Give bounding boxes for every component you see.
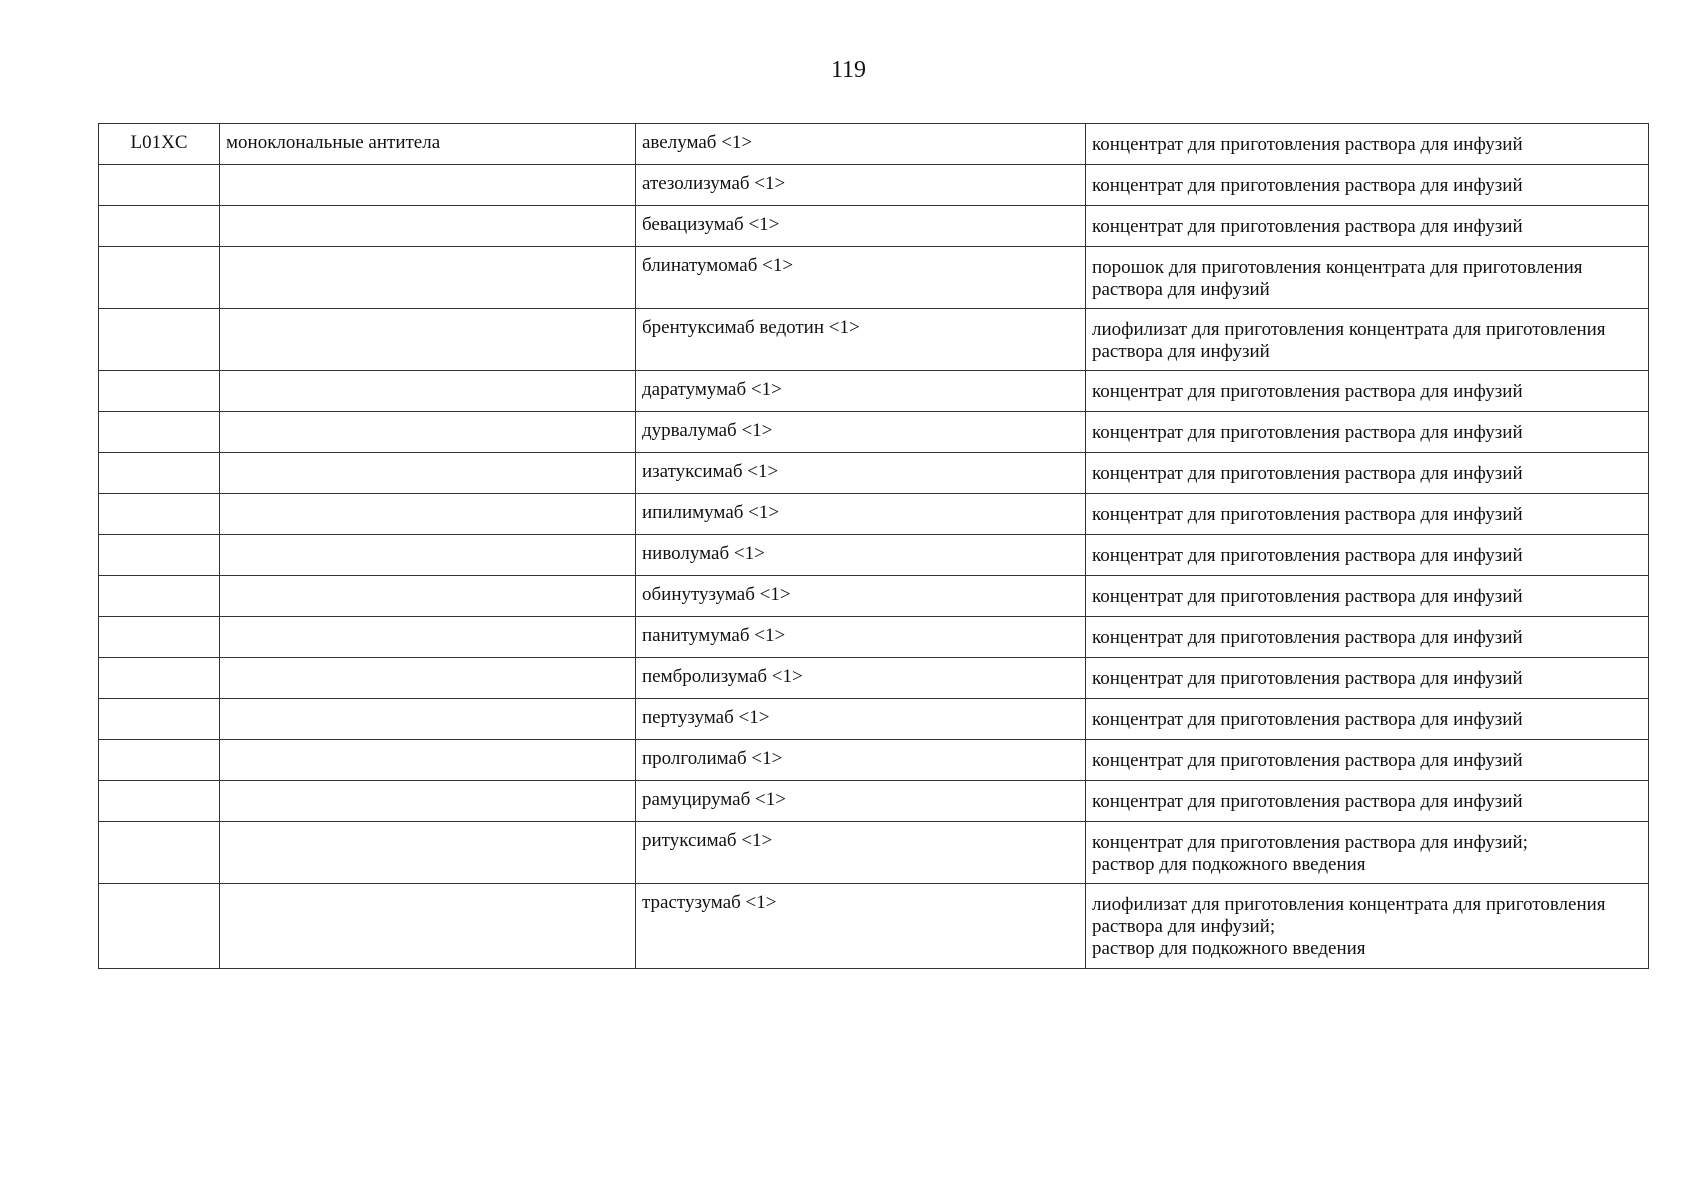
drug-name-cell: атезолизумаб <1> [636, 165, 1086, 206]
atc-code-cell [99, 658, 220, 699]
table-row [99, 165, 1649, 206]
dosage-form-line: концентрат для приготовления раствора для инфузий [1092, 463, 1523, 484]
atc-code-cell [99, 699, 220, 740]
table-body [99, 124, 1649, 969]
atc-code-cell [99, 576, 220, 617]
atc-code-cell [99, 412, 220, 453]
group-name-cell [220, 165, 636, 206]
drug-table [98, 123, 1649, 969]
drug-name-cell: обинутузумаб <1> [636, 576, 1086, 617]
dosage-form-line: концентрат для приготовления раствора для инфузий [1092, 175, 1523, 196]
group-name-cell: моноклональные антитела [220, 124, 636, 165]
group-name-cell [220, 247, 636, 309]
dosage-form-cell [1086, 699, 1649, 740]
atc-code-cell [99, 247, 220, 309]
dosage-form-cell [1086, 124, 1649, 165]
table-row [99, 247, 1649, 309]
drug-name-cell: дурвалумаб <1> [636, 412, 1086, 453]
drug-name-cell: авелумаб <1> [636, 124, 1086, 165]
dosage-form-cell [1086, 165, 1649, 206]
atc-code-cell [99, 884, 220, 969]
atc-code-cell [99, 617, 220, 658]
dosage-form-cell [1086, 617, 1649, 658]
dosage-form-cell [1086, 309, 1649, 371]
table-row [99, 124, 1649, 165]
drug-name-cell: брентуксимаб ведотин <1> [636, 309, 1086, 371]
dosage-form-cell [1086, 658, 1649, 699]
dosage-form-cell [1086, 535, 1649, 576]
table-row [99, 884, 1649, 969]
group-name-cell [220, 371, 636, 412]
dosage-form-line: концентрат для приготовления раствора для инфузий [1092, 668, 1523, 689]
atc-code-cell [99, 165, 220, 206]
drug-name-cell: бевацизумаб <1> [636, 206, 1086, 247]
table-row [99, 781, 1649, 822]
dosage-form-line: концентрат для приготовления раствора для инфузий [1092, 586, 1523, 607]
drug-name-cell: блинатумомаб <1> [636, 247, 1086, 309]
group-name-cell [220, 658, 636, 699]
group-name-cell [220, 781, 636, 822]
drug-name-cell: рамуцирумаб <1> [636, 781, 1086, 822]
dosage-form-cell [1086, 884, 1649, 969]
table-row [99, 822, 1649, 884]
drug-name-cell: ипилимумаб <1> [636, 494, 1086, 535]
dosage-form-cell [1086, 740, 1649, 781]
dosage-form-line: концентрат для приготовления раствора для инфузий [1092, 504, 1523, 525]
dosage-form-cell [1086, 206, 1649, 247]
dosage-form-line: лиофилизат для приготовления концентрата для приготовления раствора для инфузий; [1092, 894, 1606, 937]
group-name-cell [220, 884, 636, 969]
dosage-form-line: концентрат для приготовления раствора для инфузий [1092, 134, 1523, 155]
dosage-form-line: порошок для приготовления концентрата для приготовления раствора для инфузий [1092, 257, 1583, 300]
table-row [99, 371, 1649, 412]
dosage-form-line: концентрат для приготовления раствора для инфузий [1092, 627, 1523, 648]
dosage-form-cell [1086, 822, 1649, 884]
table-row [99, 453, 1649, 494]
dosage-form-line: концентрат для приготовления раствора для инфузий [1092, 216, 1523, 237]
group-name-cell [220, 576, 636, 617]
atc-code-cell [99, 371, 220, 412]
atc-code-cell [99, 535, 220, 576]
group-name-cell [220, 617, 636, 658]
page-number: 119 [830, 57, 867, 83]
group-name-cell [220, 822, 636, 884]
dosage-form-line: концентрат для приготовления раствора для инфузий [1092, 545, 1523, 566]
group-name-cell [220, 206, 636, 247]
dosage-form-line: концентрат для приготовления раствора для инфузий [1092, 381, 1523, 402]
dosage-form-line: концентрат для приготовления раствора для инфузий [1092, 791, 1523, 812]
dosage-form-line: концентрат для приготовления раствора для инфузий [1092, 750, 1523, 771]
table-row [99, 740, 1649, 781]
drug-name-cell: ниволумаб <1> [636, 535, 1086, 576]
atc-code-cell [99, 781, 220, 822]
dosage-form-cell [1086, 247, 1649, 309]
group-name-cell [220, 535, 636, 576]
dosage-form-line: концентрат для приготовления раствора для инфузий [1092, 422, 1523, 443]
table-row [99, 699, 1649, 740]
dosage-form-line: концентрат для приготовления раствора для инфузий; [1092, 832, 1528, 853]
group-name-cell [220, 309, 636, 371]
drug-name-cell: трастузумаб <1> [636, 884, 1086, 969]
group-name-cell [220, 699, 636, 740]
atc-code-cell: L01XC [99, 124, 220, 165]
table-row [99, 658, 1649, 699]
drug-name-cell: ритуксимаб <1> [636, 822, 1086, 884]
table-row [99, 535, 1649, 576]
table-row [99, 412, 1649, 453]
dosage-form-line: концентрат для приготовления раствора для инфузий [1092, 709, 1523, 730]
table-row [99, 576, 1649, 617]
dosage-form-line: раствор для подкожного введения [1092, 854, 1366, 875]
dosage-form-cell [1086, 412, 1649, 453]
drug-name-cell: пембролизумаб <1> [636, 658, 1086, 699]
drug-name-cell: пролголимаб <1> [636, 740, 1086, 781]
group-name-cell [220, 412, 636, 453]
atc-code-cell [99, 822, 220, 884]
dosage-form-line: раствор для подкожного введения [1092, 938, 1366, 959]
table-row [99, 309, 1649, 371]
atc-code-cell [99, 740, 220, 781]
atc-code-cell [99, 309, 220, 371]
group-name-cell [220, 453, 636, 494]
drug-name-cell: панитумумаб <1> [636, 617, 1086, 658]
table-row [99, 206, 1649, 247]
atc-code-cell [99, 453, 220, 494]
atc-code-cell [99, 206, 220, 247]
table-row [99, 494, 1649, 535]
table-row [99, 617, 1649, 658]
drug-name-cell: пертузумаб <1> [636, 699, 1086, 740]
group-name-cell [220, 740, 636, 781]
group-name-cell [220, 494, 636, 535]
dosage-form-cell [1086, 453, 1649, 494]
dosage-form-cell [1086, 576, 1649, 617]
drug-name-cell: изатуксимаб <1> [636, 453, 1086, 494]
atc-code-cell [99, 494, 220, 535]
dosage-form-line: лиофилизат для приготовления концентрата для приготовления раствора для инфузий [1092, 319, 1606, 362]
drug-name-cell: даратумумаб <1> [636, 371, 1086, 412]
dosage-form-cell [1086, 371, 1649, 412]
dosage-form-cell [1086, 781, 1649, 822]
dosage-form-cell [1086, 494, 1649, 535]
